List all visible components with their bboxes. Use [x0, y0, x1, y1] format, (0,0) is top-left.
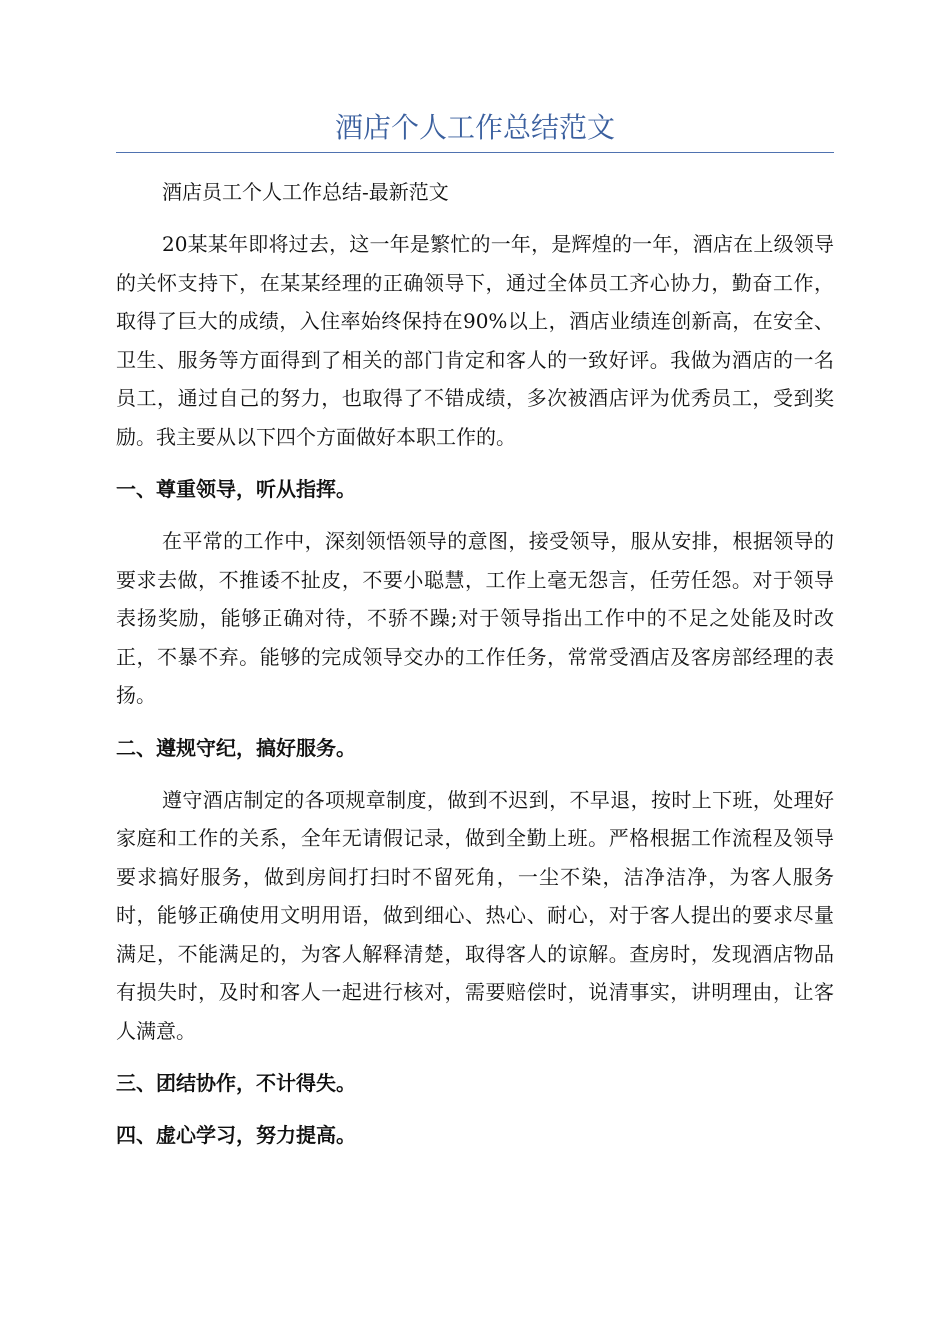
section-heading-3: 三、团结协作，不计得失。 — [116, 1071, 356, 1095]
section-body-2: 遵守酒店制定的各项规章制度，做到不迟到，不早退，按时上下班，处理好家庭和工作的关系，全年无请假记录，做到全勤上班。严格根据工作流程及领导要求搞好服务，做到房间打扫时不留死角，一尘不染，洁净洁净，为客人服务时，能够正确使用文明用语，做到细心、热心、耐心，对于客人提出的要求尽量满足，不能满足的，为客人解释清楚，取得客人的谅解。查房时，发现酒店物品有损失时，及时和客人一起进行核对，需要赔偿时，说清事实，讲明理由，让客人满意。 — [116, 787, 834, 1043]
section-heading-4: 四、虚心学习，努力提高。 — [116, 1123, 356, 1147]
section-body-1: 在平常的工作中，深刻领悟领导的意图，接受领导，服从安排，根据领导的要求去做，不推诿不扯皮，不要小聪慧，工作上毫无怨言，任劳任怨。对于领导表扬奖励，能够正确对待，不骄不躁;对于领导指出工作中的不足之处能及时改正，不暴不弃。能够的完成领导交办的工作任务，常常受酒店及客房部经理的表扬。 — [116, 529, 834, 707]
document-page — [116, 108, 834, 1154]
section-heading-1: 一、尊重领导，听从指挥。 — [116, 477, 356, 501]
document-title: 酒店个人工作总结范文 — [116, 108, 834, 153]
intro-paragraph: 20某某年即将过去，这一年是繁忙的一年，是辉煌的一年，酒店在上级领导的关怀支持下，在某某经理的正确领导下，通过全体员工齐心协力，勤奋工作，取得了巨大的成绩，入住率始终保持在90%以上，酒店业绩连创新高，在安全、卫生、服务等方面得到了相关的部门肯定和客人的一致好评。我做为酒店的一名员工，通过自己的努力，也取得了不错成绩，多次被酒店评为优秀员工，受到奖励。我主要从以下四个方面做好本职工作的。 — [116, 232, 834, 449]
section-heading-2: 二、遵规守纪，搞好服务。 — [116, 735, 356, 760]
document-subtitle: 酒店员工个人工作总结-最新范文 — [162, 180, 449, 204]
